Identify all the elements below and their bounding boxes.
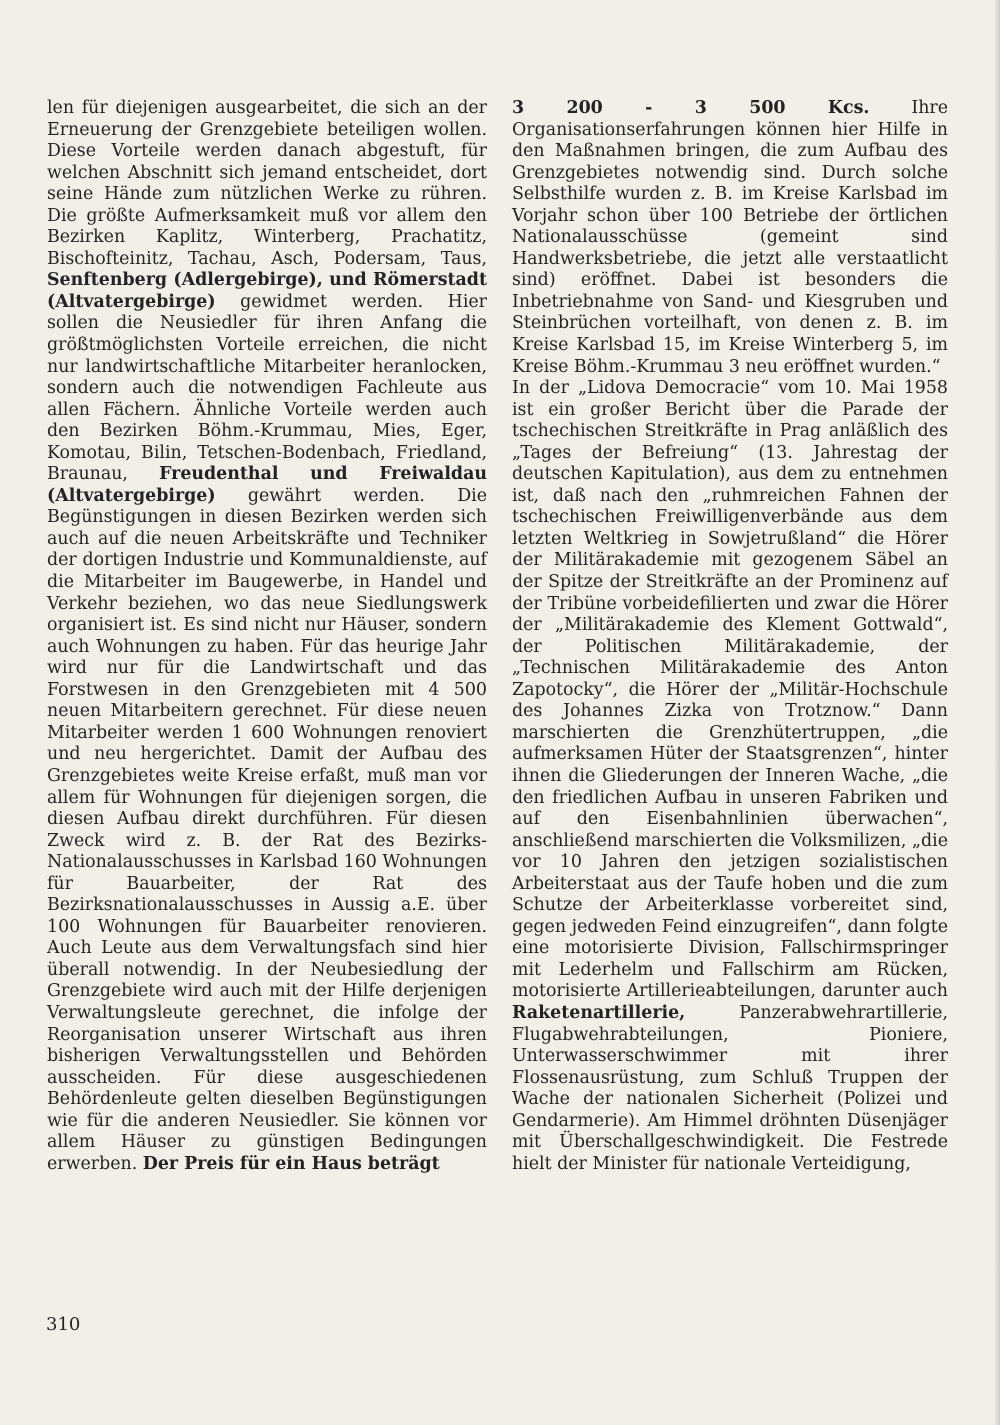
left-bold-2: Freudenthal und Freiwaldau (Altvatergebirge) [47,464,487,506]
right-column [512,98,948,1175]
left-bold-3: Der Preis für ein Haus beträgt [142,1153,440,1174]
left-text-2: gewidmet werden. Hier sollen die Neusiedler für ihren Anfang die größtmöglichsten Vorteile erreichen, die nicht nur landwirtschaftliche Mitarbeiter heranlocken, sondern auch die notwendigen Fachleute aus allen Fächern. Ähnliche Vorteile werden auch den Bezirken Böhm.-Krummau, Mies, Eger, Komotau, Bilin, Tetschen-Bodenbach, Friedland, Braunau, [47,291,487,485]
left-column [47,98,487,1175]
right-text-1: Ihre Organisationserfahrungen können hier Hilfe in den Maßnahmen bringen, die zum Aufbau des Grenzgebietes notwendig sind. Durch solche Selbsthilfe wurden z. B. im Kreise Karlsbad im Vorjahr schon über 100 Betriebe der örtlichen Nationalausschüsse (gemeint sind Handwerksbetriebe, die jetzt alle verstaatlicht sind) eröffnet. Dabei ist besonders die Inbetriebnahme von Sand- und Kiesgruben und Steinbrüchen vorteilhaft, von denen z. B. im Kreise Karlsbad 15, im Kreise Winterberg 5, im Kreise Böhm.-Krummau 3 neu eröffnet wurden.“ [512,98,949,377]
right-bold-raketen: Raketenartillerie, [512,1002,686,1023]
left-text-3: gewährt werden. Die Begünstigungen in diesen Bezirken werden sich auch auf die neuen Arbeitskräfte und Techniker der dortigen Industrie und Kommunaldienste, auf die Mitarbeiter im Baugewerbe, in Handel und Verkehr beziehen, wo das neue Siedlungswerk organisiert ist. Es sind nicht nur Häuser, sondern auch Wohnungen zu haben. Für das heurige Jahr wird nur für die Landwirtschaft und das Forstwesen in den Grenzgebieten mit 4 500 neuen Mitarbeitern gerechnet. Für diese neuen Mitarbeiter werden 1 600 Wohnungen renoviert und neu hergerichtet. Damit der Aufbau des Grenzgebietes weite Kreise erfaßt, muß man vor allem für Wohnungen für diejenigen sorgen, die diesen Aufbau direkt durchführen. Für diesen Zweck wird z. B. der Rat des Bezirks-Nationalausschusses in Karlsbad 160 Wohnungen für Bauarbeiter, der Rat des Bezirksnationalausschusses in Aussig a.E. über 100 Wohnungen für Bauarbeiter renovieren. Auch Leute aus dem Verwaltungsfach sind hier überall notwendig. In der Neubesiedlung der Grenzgebiete wird auch mit der Hilfe derjenigen Verwaltungsleute gerechnet, die infolge der Reorganisation unserer Wirtschaft aus ihren bisherigen Verwaltungsstellen und Behörden ausscheiden. Für diese ausgeschiedenen Behördenleute gelten dieselben Begünstigungen wie für die anderen Neusiedler. Sie können vor allem Häuser zu günstigen Bedingungen erwerben. [47,485,487,1174]
left-text-1: len für diejenigen ausgearbeitet, die sich an der Erneuerung der Grenzgebiete beteiligen wollen. Diese Vorteile werden danach abgestuft, für welchen Abschnitt sich jemand entscheidet, dort seine Hände zum nützlichen Werke zu rühren. Die größte Aufmerksamkeit muß vor allem den Bezirken Kaplitz, Winterberg, Prachatitz, Bischofteinitz, Tachau, Asch, Podersam, Taus, [47,98,487,269]
right-paragraph-1 [512,98,948,378]
left-paragraph [47,98,487,1175]
page-edge-shadow [994,0,1000,1425]
right-text-2: In der „Lidova Democracie“ vom 10. Mai 1958 ist ein großer Bericht über die Parade der tschechischen Streitkräfte in Prag anläßlich des „Tages der Befreiung“ (13. Jahrestag der deutschen Kapitulation), aus dem zu entnehmen ist, daß nach den „ruhmreichen Fahnen der tschechischen Freiwilligenverbände aus dem letzten Weltkrieg in Sowjetrußland“ die Hörer der Militärakademie mit gezogenem Säbel an der Spitze der Streitkräfte an der Prominenz auf der Tribüne vorbeidefilierten und zwar die Hörer der „Militärakademie des Klement Gottwald“, der Politischen Militärakademie, der „Technischen Militärakademie des Anton Zapotocky“, die Hörer der „Militär-Hochschule des Johannes Zizka von Trotznow.“ Dann marschierten die Grenzhütertruppen, „die aufmerksamen Hüter der Staatsgrenzen“, hinter ihnen die Gliederungen der Inneren Wache, „die den friedlichen Aufbau in unseren Fabriken und auf den Eisenbahnlinien überwachen“, anschließend marschierten die Volksmilizen, „die vor 10 Jahren den jetzigen sozialistischen Arbeiterstaat aus der Taufe hoben und die zum Schutze der Arbeiterklasse vorbereitet sind, gegen jedweden Feind einzugreifen“, dann folgte eine motorisierte Division, Fallschirmspringer mit Lederhelm und Fallschirm am Rücken, motorisierte Artillerieabteilungen, darunter auch [512,378,948,1002]
right-paragraph-2 [512,378,948,1175]
left-bold-1: Senftenberg (Adlergebirge), und Römerstadt (Altvatergebirge) [47,270,487,312]
right-text-3: Panzerabwehrartillerie, Flugabwehrabteilungen, Pioniere, Unterwasserschwimmer mit ihrer Flossenausrüstung, zum Schluß Truppen der Wache der nationalen Sicherheit (Polizei und Gendarmerie). Am Himmel dröhnten Düsenjäger mit Überschallgeschwindigkeit. Die Festrede hielt der Minister für nationale Verteidigung, [512,1002,948,1174]
right-bold-price: 3 200 - 3 500 Kcs. [512,98,870,118]
page-number: 310 [46,1314,81,1335]
